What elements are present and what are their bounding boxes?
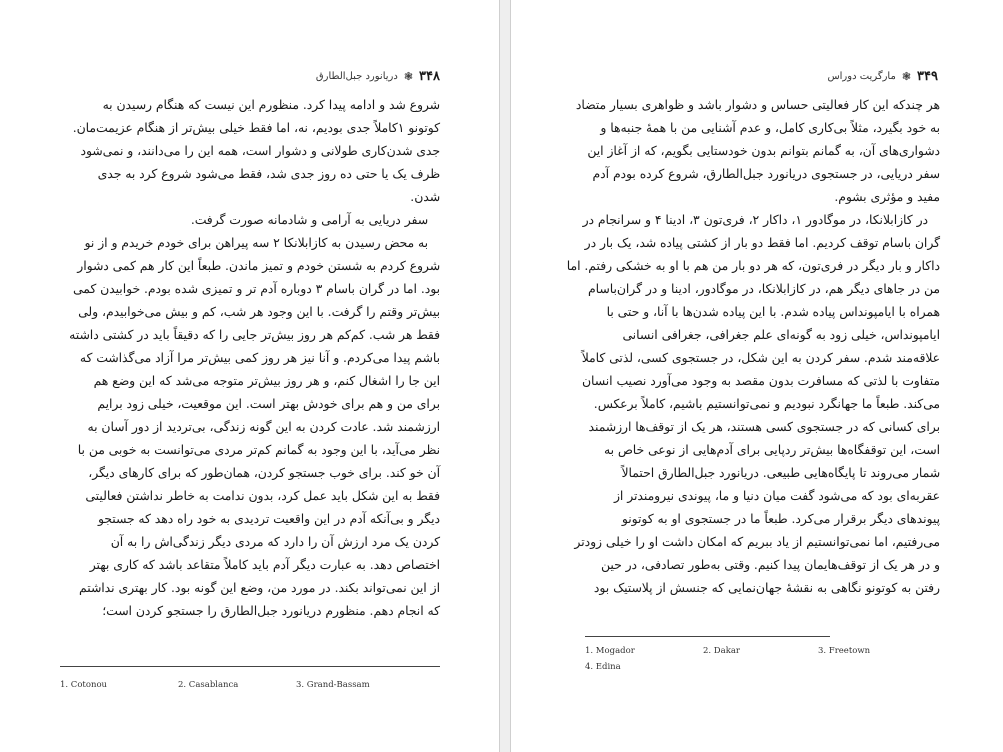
text-line: دیگر و بی‌آنکه آدم در این واقعیت تردیدی به خود راه دهد که جستجو <box>97 512 440 526</box>
text-line: گران باسام توقف کردیم. اما فقط دو بار از کشتی پیاده شد، یک بار در <box>584 236 940 250</box>
text-line: از این نمی‌تواند بکند. در مورد من، وضع این گونه بود. کار بهتری نداشتم <box>79 581 440 595</box>
text-line: می‌کند. طبعاً ما جهانگرد نبودیم و نمی‌توانستیم باشیم، کاملاً برعکس. <box>593 397 940 411</box>
text-line: به محض رسیدن به کازابلانکا ۲ سه پیراهن برای خودم خریدم و از نو <box>84 236 428 250</box>
text-line: علاقه‌مند شدم. سفر کردن به این شکل، در جستجوی کسی، لذتی کاملاً <box>581 351 940 365</box>
text-line: مفید و مؤثری بشوم. <box>834 190 940 204</box>
text-line: سفر دریایی به آرامی و شادمانه صورت گرفت. <box>190 213 428 227</box>
footnote-divider <box>60 666 440 667</box>
right-body-text <box>566 94 940 600</box>
text-line: نظر می‌آید، با این وجود به گمانم کم‌تر مردی می‌توانست به خوبی من با <box>77 443 440 457</box>
text-line: بود. اما در گران باسام ۳ دوباره آدم تر و تمیزی شده بودم. خوابیدن کمی <box>72 282 440 296</box>
text-line: همراه با ایامپونداس پیاده شدم. با این پیاده شدن‌ها با آنا، و حتی با <box>606 305 940 319</box>
text-line: شدن. <box>410 190 440 204</box>
text-line: ظرف یک یا حتی ده روز جدی شد، فقط می‌شود شروع کرد به جدی <box>97 167 440 181</box>
text-line: برای من و هم برای خودش بهتر است. این موقعیت، خیلی زود برایم <box>97 397 440 411</box>
left-footnotes <box>60 680 440 696</box>
running-title: دریانورد جبل‌الطارق <box>315 70 398 82</box>
text-line: شمار می‌روند تا پایگاه‌هایی طبیعی. دریانورد جبل‌الطارق احتمالاً <box>621 466 940 480</box>
left-page-header <box>62 66 440 86</box>
footnote: 3. Freetown <box>818 646 871 656</box>
text-line: کردن یک مرد ارزش آن را دارد که مردی دیگر زندگی‌اش را به آن <box>110 535 440 549</box>
right-footnotes <box>585 646 945 678</box>
text-line: برای کسانی که در جستجوی کسی هستند، هر یک از توقف‌ها ارزشمند <box>588 420 940 434</box>
text-line: شروع شد و ادامه پیدا کرد. منظورم این نیست که هنگام رسیدن به <box>102 98 440 112</box>
text-line: متفاوت با لذتی که مسافرت بدون مقصد به وجود می‌آورد نصیب انسان <box>581 374 940 388</box>
page-number: ۳۴۸ <box>419 68 440 84</box>
text-line: شروع کردم به شستن خودم و تمیز ماندن. طبعاً این کار هم کمی دشوار <box>77 259 440 273</box>
footnote: 1. Mogador <box>585 646 635 656</box>
footnote: 2. Dakar <box>703 646 740 656</box>
text-line: من در جاهای دیگر هم، در کازابلانکا، در موگادور، ادینا و در گران‌باسام <box>588 282 940 296</box>
footnote: 3. Grand-Bassam <box>296 680 370 690</box>
left-page <box>0 0 500 752</box>
text-line: و در هر یک از توقف‌هایمان پیدا کنیم. وقتی به‌طور تصادفی، در حین <box>601 558 940 572</box>
text-line: فقط هر شب. کم‌کم هر روز بیش‌تر جایی را که دقیقاً باید در کشتی داشته <box>69 328 440 342</box>
text-line: اختصاص دهد. به عبارت دیگر آدم باید کاملاً متقاعد باشد که کاری بهتر <box>89 558 440 572</box>
text-line: می‌رفتیم، اما نمی‌توانستیم از یاد ببریم که امکان داشت او را خیلی زودتر <box>574 535 940 549</box>
text-line: جدی شدن‌کاری طولانی و دشوار است، همه این را می‌دانند، و نمی‌شود <box>80 144 440 158</box>
footnote: 1. Cotonou <box>60 680 108 690</box>
text-line: که انجام دهم. منظورم دریانورد جبل‌الطارق را جستجو کردن است؛ <box>102 604 440 618</box>
text-line: ایامپونداس، خیلی زود به گونه‌ای علم جغرافی، جغرافی انسانی <box>622 328 940 342</box>
footnote: 2. Casablanca <box>178 680 239 690</box>
text-line: هر چندکه این کار فعالیتی حساس و دشوار باشد و ظواهری بسیار متضاد <box>575 98 940 112</box>
text-line: ارزشمند شد. عادت کردن به این گونه زندگی، بی‌تردید از دور آسان به <box>87 420 440 434</box>
right-page <box>510 0 1003 752</box>
text-line: باشم پیدا می‌کردم. و آنا نیز هر روز کمی بیش‌تر مرا آزاد می‌گذاشت که <box>79 351 440 365</box>
text-line: عقربه‌ای بود که می‌شود گفت میان دنیا و ما، پیوندی نیرومندتر از <box>613 489 940 503</box>
text-line: دشواری‌های آن، به گمانم بتوانم بدون خودستایی بگویم، که از آغاز این <box>587 144 940 158</box>
text-line: به خود بگیرد، مثلاً بی‌کاری کامل، و عدم آشنایی من با همهٔ جنبه‌ها و <box>600 121 940 135</box>
text-line: داکار و بار دیگر در فری‌تون، که هر دو بار من هم با او به خشکی رفتم. اما <box>566 259 940 273</box>
left-body-text <box>60 94 440 623</box>
text-line: رفتن به کوتونو نگاهی به نقشهٔ جهان‌نمایی که جنسش از پلاستیک بود <box>593 581 940 595</box>
text-line: در کازابلانکا، در موگادور ۱، داکار ۲، فری‌تون ۳، ادینا ۴ و سرانجام در <box>582 213 928 227</box>
ornament-icon: ❃ <box>403 69 414 83</box>
page-number: ۳۴۹ <box>917 68 938 84</box>
text-line: بیش‌تر وقتم را گرفت. با این وجود هر شب، کم و بیش می‌خوابیدم، ولی <box>78 305 440 319</box>
text-line: فقط به این شکل باید عمل کرد، بدون ندامت به خاطر نداشتن فعالیتی <box>85 489 440 503</box>
text-line: کوتونو ۱کاملاً جدی بودیم، نه، اما فقط خیلی بیش‌تر از هنگام عزیمت‌مان. <box>72 121 440 135</box>
text-line: سفر دریایی، در جستجوی دریانورد جبل‌الطارق، شروع کرده بودم آدم <box>592 167 940 181</box>
ornament-icon: ❃ <box>901 69 912 83</box>
running-title: مارگریت دوراس <box>827 70 896 82</box>
footnote-divider <box>585 636 830 637</box>
right-page-header <box>593 66 938 86</box>
footnote: 4. Edina <box>585 662 621 672</box>
text-line: آن خو کند. برای خوب جستجو کردن، همان‌طور که برای کارهای دیگر، <box>88 466 440 480</box>
text-line: است، این توقفگاه‌ها بیش‌تر ردپایی برای آدم‌هایی از نوعی خاص به <box>603 443 940 457</box>
text-line: این جا را اشغال کنم، و هر روز بیش‌تر متوجه می‌شد که این وضع هم <box>93 374 440 388</box>
text-line: پیوندهای دیگر برقرار می‌کرد. طبعاً ما در جستجوی او به کوتونو <box>621 512 940 526</box>
